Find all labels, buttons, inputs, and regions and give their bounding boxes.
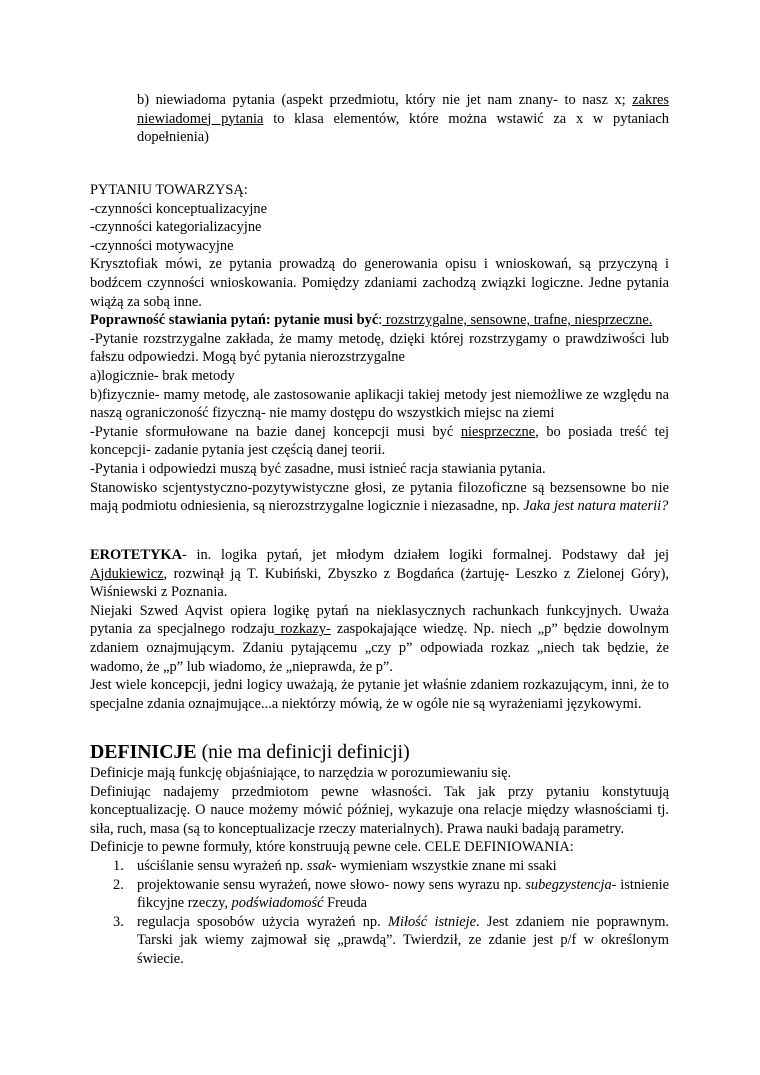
italic-example: subegzystencja [525, 876, 612, 893]
heading-towarzysza: PYTANIU TOWARZYSĄ: [90, 182, 248, 198]
text: - istnienie fikcyjne rzeczy, [137, 876, 669, 912]
text: Niejaki Szwed Aqvist opiera logikę pytań na nieklasycznych rachunkach funkcyjnych. Uważa pytania za specjalnego rodzaju [90, 602, 669, 638]
paragraph-koncepcje: Jest wiele koncepcji, jedni logicy uważają, że pytanie jet właśnie zdaniem rozkazującym, inni, że to specjalne zdania oznajmujące...a niektórzy mówią, że w ogóle nie są wyrażeniami językowymi. [90, 677, 669, 712]
underlined-term: zakres niewiadomej pytania [137, 92, 669, 127]
heading-definicje [90, 740, 669, 764]
text: -Pytanie sformułowane na bazie danej koncepcji musi być [90, 423, 461, 440]
section-towarzysza [90, 181, 669, 516]
paragraph-definicje-3: Definicje to pewne formuły, które konstruują pewne cele. CELE DEFINIOWANIA: [90, 839, 574, 856]
bold-text: Poprawność stawiania pytań: pytanie musi być [90, 312, 379, 329]
underlined-term: rozstrzygalne, sensowne, trafne, niesprzeczne. [382, 312, 653, 329]
section-definicje [90, 740, 669, 969]
cele-definiowania-list [90, 857, 669, 969]
paragraph-erotetyka [90, 546, 669, 602]
list-item: -czynności kategorializacyjne [90, 219, 262, 236]
italic-example: ssak [306, 857, 332, 874]
list-number: 1. [113, 857, 124, 874]
text: : [378, 312, 383, 329]
underlined-term: rozkazy- [274, 621, 331, 638]
paragraph-niesprzeczne [90, 423, 669, 460]
paragraph-logicznie: a)logicznie- brak metody [90, 367, 235, 384]
heading-bold: DEFINICJE [90, 741, 197, 763]
paragraph-definicje-2: Definiując nadajemy przedmiotom pewne własności. Tak jak przy pytaniu konstytuują konceptualizację. O nauce możemy mówić później, wykazuje ona relacje między własnościami tj. siła, ruch, masa (są to konceptualizacje rzeczy materialnych). Prawa nauki badają parametry. [90, 783, 669, 837]
text: , rozwinął ją T. Kubiński, Zbyszko z Bogdańca (żartuję- Leszko z Zielonej Góry), Wiśniewski z Poznania. [90, 565, 669, 601]
list-item [90, 876, 669, 913]
list-item: -czynności motywacyjne [90, 237, 234, 254]
paragraph-aqvist [90, 602, 669, 676]
list-number: 2. [113, 876, 124, 893]
paragraph-poprawnosc [90, 311, 669, 330]
paragraph-rozstrzygalne: -Pytanie rozstrzygalne zakłada, że mamy metodę, dzięki której rozstrzygamy o prawdziwości lub fałszu odpowiedzi. Mogą być pytania nierozstrzygalne [90, 330, 669, 366]
paragraph-definicje-1: Definicje mają funkcję objaśniające, to narzędzia w porozumiewaniu się. [90, 765, 512, 781]
text: zaspokajające wiedzę. Np. niech „p” będzie dowolnym zdaniem oznajmującym. Zdaniu pytającemu „czy p” odpowiada rozkaz „niech tak będzie, że wadomo, że „p” lub wiadomo, że „nieprawda, że p”. [90, 621, 669, 675]
text: , bo posiada treść tej koncepcji- zadanie pytania jest częścią danej teorii. [90, 423, 670, 459]
text: to klasa elementów, które można wstawić za x w pytaniach dopełnienia) [137, 110, 669, 146]
paragraph-krysztofiak: Krysztofiak mówi, ze pytania prowadzą do generowania opisu i wnioskowań, są przyczyną i bodźcem czynności wnioskowania. Pomiędzy zdaniami zachodzą związki logiczne. Jedne pytania wiążą za sobą inne. [90, 256, 669, 310]
text: - in. logika pytań, jet młodym działem logiki formalnej. Podstawy dał jej [181, 547, 669, 563]
section-erotetyka [90, 546, 669, 713]
paragraph-fizycznie: b)fizycznie- mamy metodę, ale zastosowanie aplikacji takiej metody jest niemożliwe ze względu na naszą ograniczoność fizyczną- nie mamy dostępu do wszystkich miejsc na ziemi [90, 386, 669, 422]
list-number: 3. [113, 913, 124, 930]
text: - wymieniam wszystkie znane mi ssaki [331, 857, 557, 874]
text: Freuda [323, 895, 368, 912]
text: projektowanie sensu wyrażeń, nowe słowo- nowy sens wyrazu np. [137, 876, 526, 893]
list-item: -czynności konceptualizacyjne [90, 200, 268, 217]
italic-example: Jaka jest natura materii? [523, 498, 669, 515]
text: uściślanie sensu wyrażeń np. [137, 857, 307, 874]
paragraph-niewiadoma [137, 91, 669, 147]
paragraph-zasadne: -Pytania i odpowiedzi muszą być zasadne, musi istnieć racja stawiania pytania. [90, 460, 546, 477]
underlined-term: niesprzeczne [460, 423, 536, 440]
text: regulacja sposobów użycia wyrażeń np. [137, 913, 388, 930]
text: b) niewiadoma pytania (aspekt przedmiotu, który nie jet nam znany- to nasz x; [137, 92, 633, 108]
heading-rest: (nie ma definicji definicji) [196, 741, 410, 763]
italic-example: Miłość istnieje [388, 913, 477, 930]
text: Stanowisko scjentystyczno-pozytywistyczne głosi, ze pytania filozoficzne są bezsensowne bo nie mają podmiotu odniesienia, są nierozstrzygalne logicznie i niezasadne, np. [90, 479, 669, 515]
text: . Jest zdaniem nie poprawnym. Tarski jak wiemy zajmował się „prawdą”. Twierdził, ze zdanie jest p/f w określonym świecie. [137, 913, 669, 967]
paragraph-scjentystyczne [90, 479, 669, 516]
list-item [90, 857, 669, 876]
list-item [90, 913, 669, 969]
italic-example: podświadomość [231, 895, 324, 912]
underlined-term: Ajdukiewicz [90, 565, 164, 582]
bold-term: EROTETYKA [90, 547, 182, 563]
